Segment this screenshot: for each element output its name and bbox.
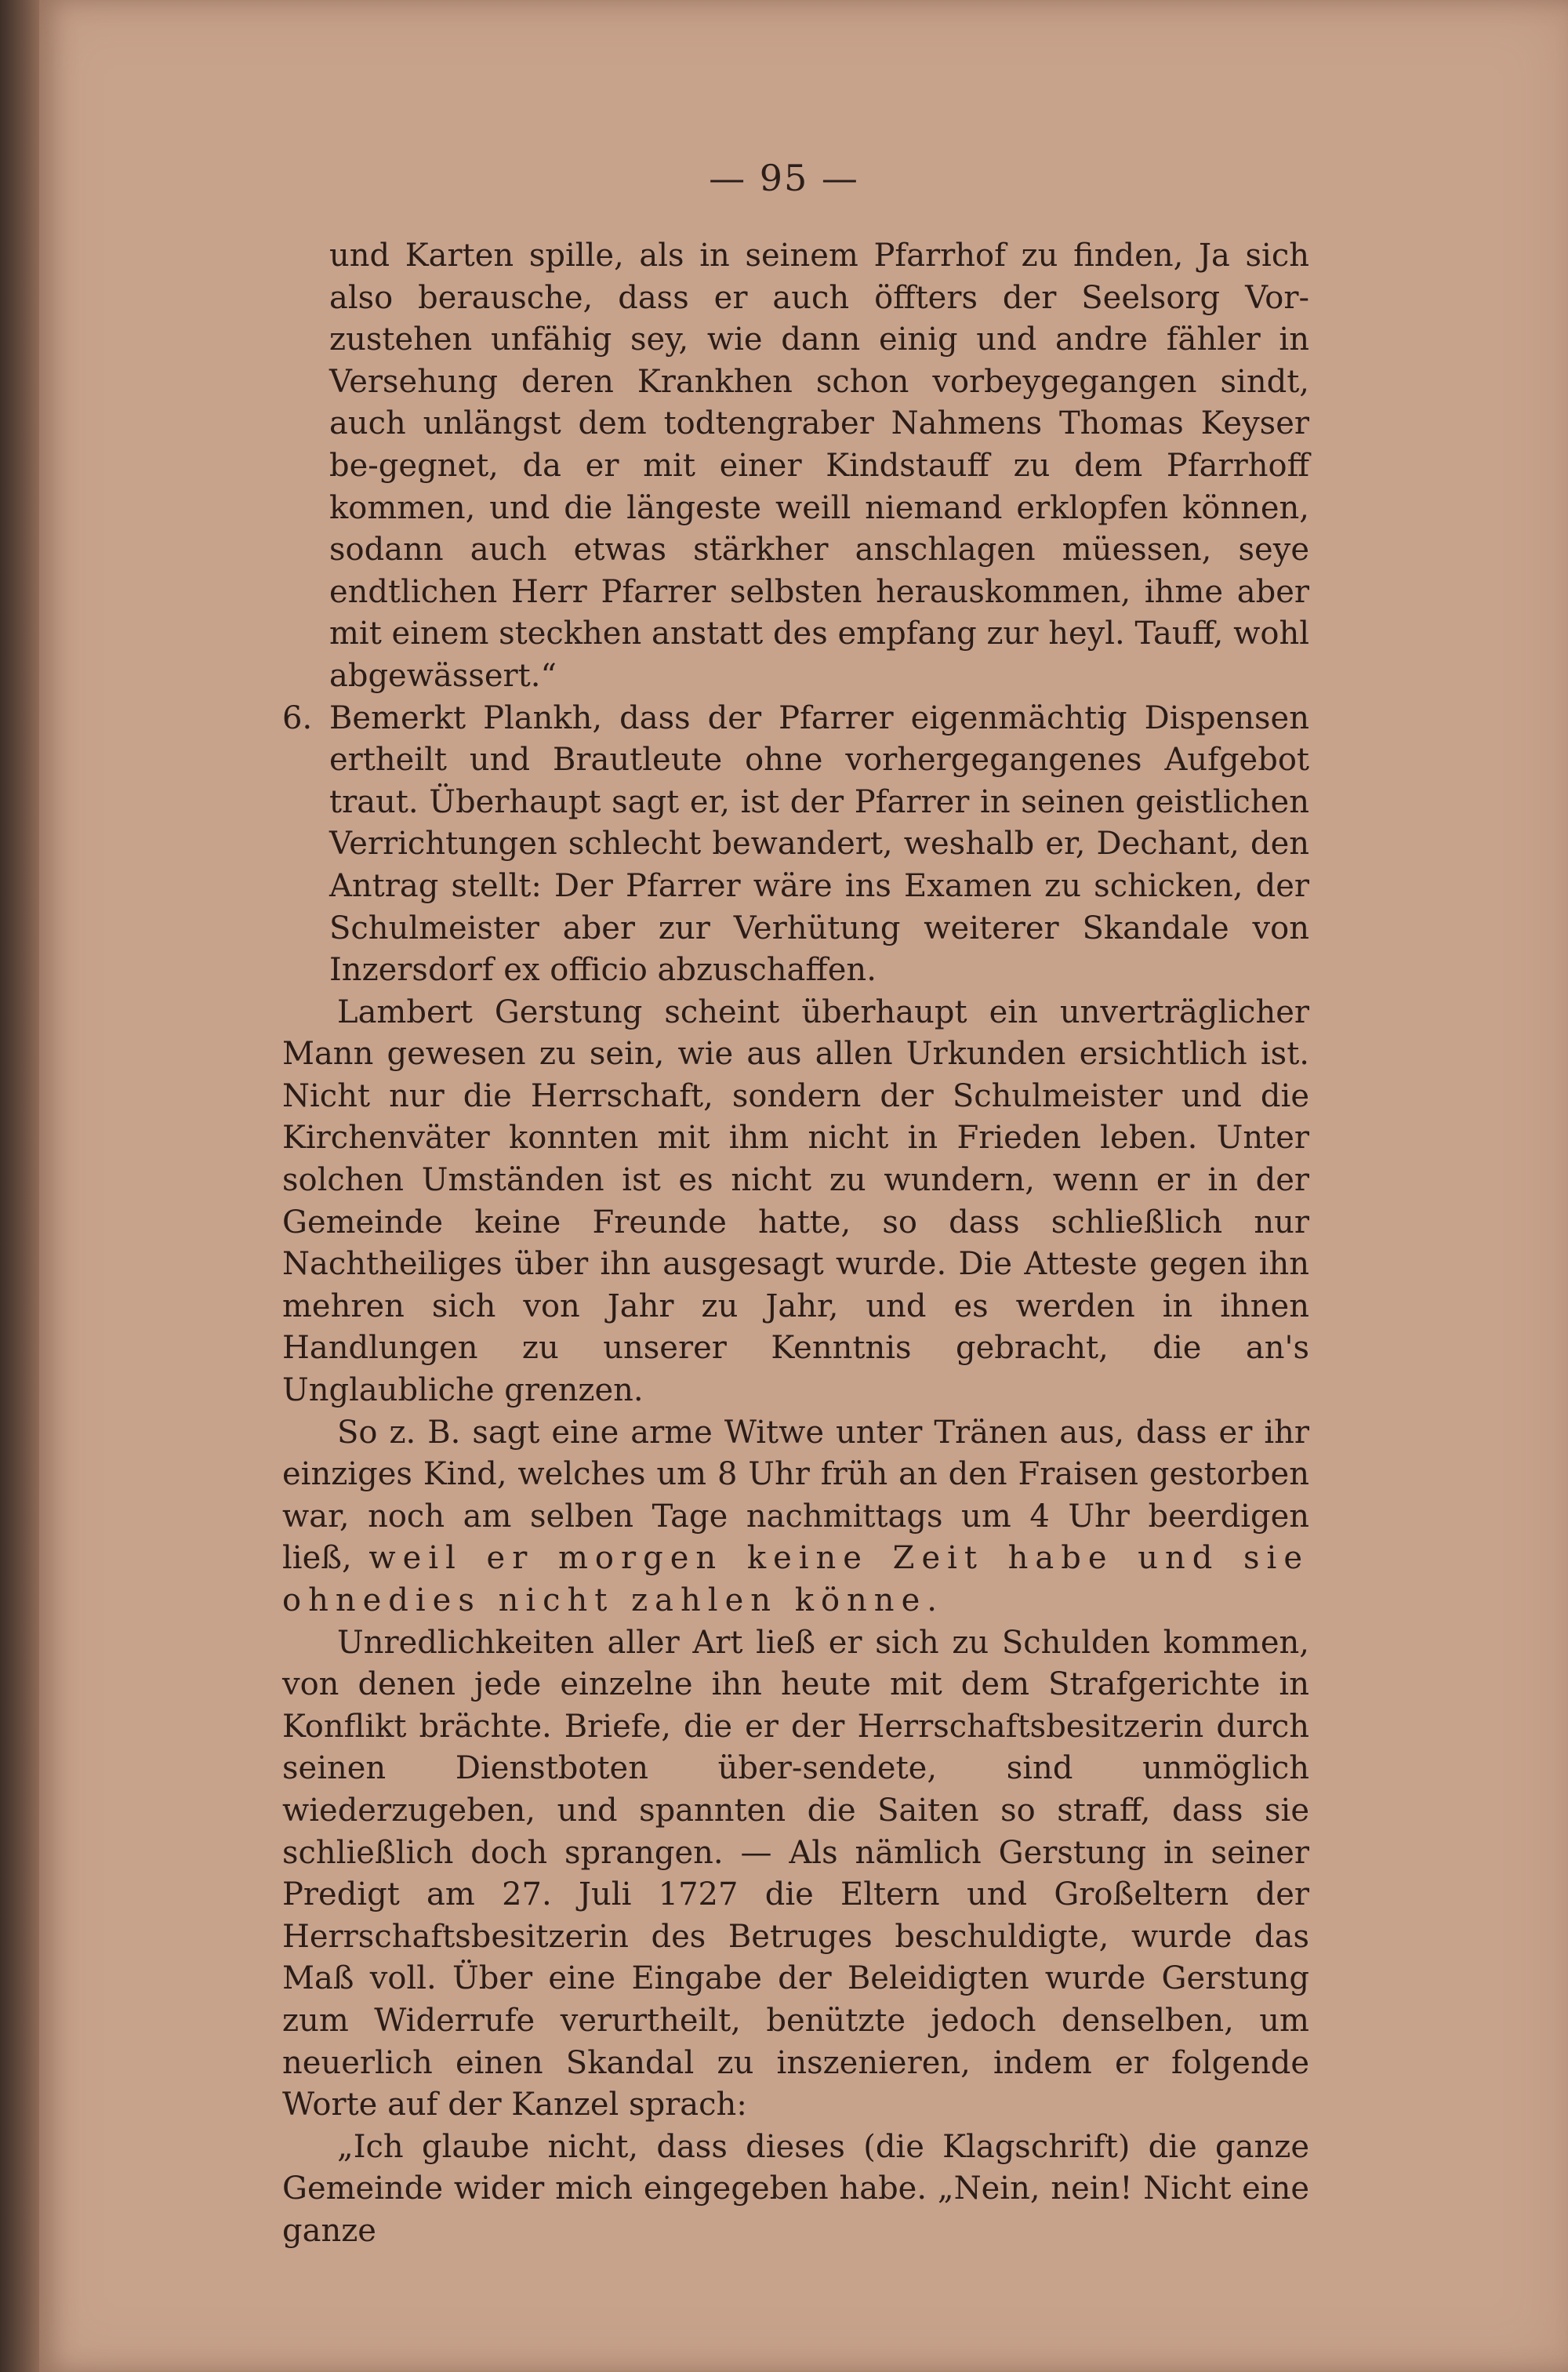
page-text (282, 235, 1309, 2253)
book-spine (0, 0, 39, 2372)
paragraph-widow-main: So z. B. sagt eine arme Witwe unter Tränen aus, dass er ihr einziges Kind, welches um 8 Uhr früh an den Fraisen gestorben war, noch am selben Tage nachmittags um 4 Uhr beerdigen ließ, (282, 1414, 1309, 1577)
page-number: — 95 — (709, 157, 859, 199)
numbered-item-6 (282, 698, 1309, 992)
paragraph-widow (282, 1412, 1309, 1622)
paragraph-sermon-quote: „Ich glaube nicht, dass dieses (die Klagschrift) die ganze Gemeinde wider mich eingegeben habe. „Nein, nein! Nicht eine ganze (282, 2128, 1309, 2249)
paragraph-widow-emphasis: weil er morgen keine Zeit habe und sie ohnedies nicht zahlen könne. (282, 1540, 1309, 1618)
item-text: Bemerkt Plankh, dass der Pfarrer eigenmächtig Dispensen ertheilt und Brautleute ohne vorhergegangenes Aufgebot traut. Überhaupt sagt er, ist der Pfarrer in seinen geistlichen Verrichtungen schlecht bewandert, weshalb er, Dechant, den Antrag stellt: Der Pfarrer wäre ins Examen zu schicken, der Schulmeister aber zur Verhütung weiterer Skandale von Inzersdorf ex officio abzuschaffen. (329, 699, 1309, 989)
paragraph-dishonesty: Unredlichkeiten aller Art ließ er sich zu Schulden kommen, von denen jede einzelne ihn heute mit dem Strafgerichte in Konflikt brächte. Briefe, die er der Herrschaftsbesitzerin durch seinen Dienstboten über-sendete, sind unmöglich wiederzugeben, und spannten die Saiten so straff, dass sie schließlich doch sprangen. — Als nämlich Gerstung in seiner Predigt am 27. Juli 1727 die Eltern und Großeltern der Herrschaftsbesitzerin des Betruges beschuldigte, wurde das Maß voll. Über eine Eingabe der Beleidigten wurde Gerstung zum Widerrufe verurtheilt, benützte jedoch denselben, um neuerlich einen Skandal zu inszenieren, indem er folgende Worte auf der Kanzel sprach: (282, 1624, 1309, 2123)
quote-continuation: und Karten spille, als in seinem Pfarrhof zu finden, Ja sich also berausche, dass er auch öffters der Seelsorg Vor-zustehen unfähig sey, wie dann einig und andre fähler in Versehung deren Krankhen schon vorbeygegangen sindt, auch unlängst dem todtengraber Nahmens Thomas Keyser be-gegnet, da er mit einer Kindstauff zu dem Pfarrhoff kommen, und die längeste weill niemand erklopfen können, sodann auch etwas stärkher anschlagen müessen, seye endtlichen Herr Pfarrer selbsten herauskommen, ihme aber mit einem steckhen anstatt des empfang zur heyl. Tauff, wohl abgewässert.“ (329, 238, 1309, 694)
item-number: 6. (282, 699, 313, 736)
paragraph-gerstung: Lambert Gerstung scheint überhaupt ein unverträglicher Mann gewesen zu sein, wie aus allen Urkunden ersichtlich ist. Nicht nur die Herrschaft, sondern der Schulmeister und die Kirchenväter konnten mit ihm nicht in Frieden leben. Unter solchen Umständen ist es nicht zu wundern, wenn er in der Gemeinde keine Freunde hatte, so dass schließlich nur Nachtheiliges über ihn ausgesagt wurde. Die Atteste gegen ihn mehren sich von Jahr zu Jahr, und es werden in ihnen Handlungen zu unserer Kenntnis gebracht, die an's Unglaubliche grenzen. (282, 993, 1309, 1409)
